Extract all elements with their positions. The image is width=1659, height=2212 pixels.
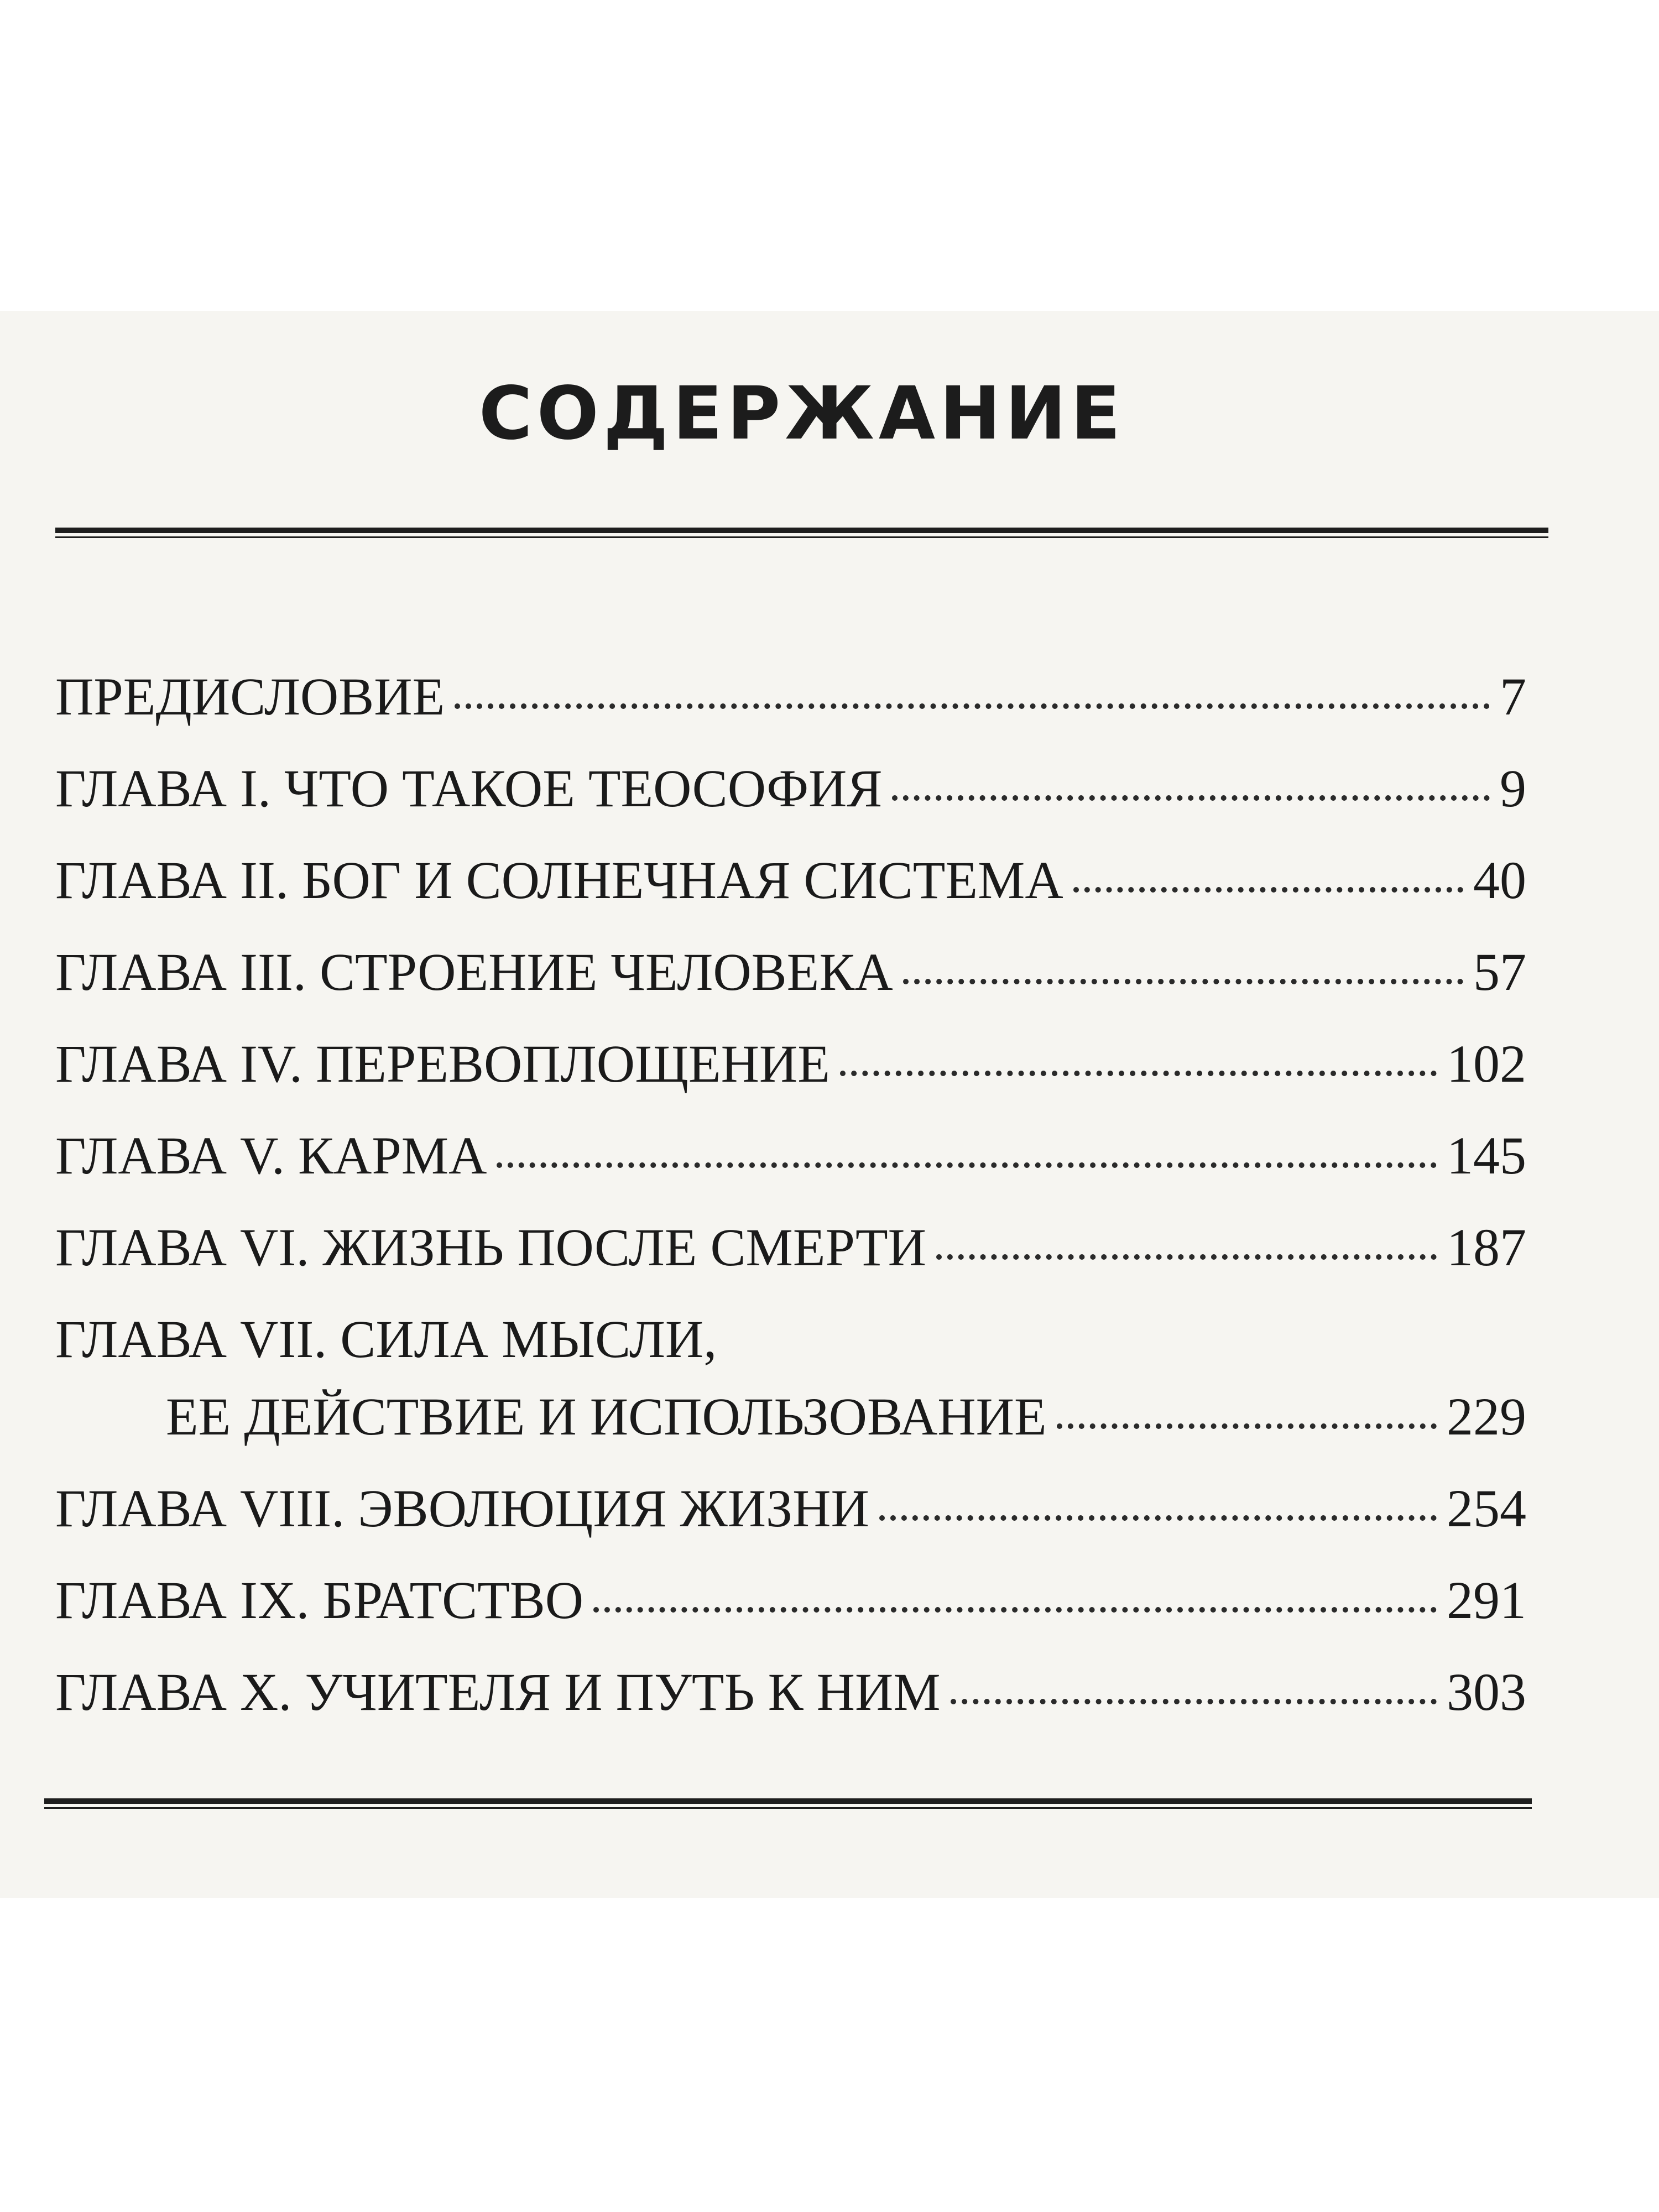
toc-entry-title: ГЛАВА II. БОГ И СОЛНЕЧНАЯ СИСТЕМА: [55, 851, 1063, 910]
toc-entry[interactable]: [55, 942, 1526, 1037]
toc-entry-title: ГЛАВА V. КАРМА: [55, 1126, 487, 1185]
toc-entry[interactable]: [55, 1126, 1526, 1221]
toc-entry-page: 229: [1447, 1387, 1526, 1446]
dot-leader: [497, 1162, 1437, 1168]
toc-entry-title: ГЛАВА VIII. ЭВОЛЮЦИЯ ЖИЗНИ: [55, 1479, 869, 1538]
dot-leader: [903, 979, 1463, 984]
toc-entry-title: ПРЕДИСЛОВИЕ: [55, 667, 445, 726]
toc-entry[interactable]: [55, 1034, 1526, 1129]
toc-entry-page: 9: [1500, 759, 1526, 818]
toc-entry-title: ГЛАВА IV. ПЕРЕВОПЛОЩЕНИЕ: [55, 1034, 830, 1093]
document-page: [0, 311, 1659, 1898]
bottom-divider: [44, 1798, 1532, 1809]
toc-entry-title: ГЛАВА VI. ЖИЗНЬ ПОСЛЕ СМЕРТИ: [55, 1218, 926, 1277]
toc-entry-title-continued: ЕЕ ДЕЙСТВИЕ И ИСПОЛЬЗОВАНИЕ: [166, 1387, 1047, 1446]
toc-entry-page: 145: [1447, 1126, 1526, 1185]
toc-entry[interactable]: [55, 1571, 1526, 1666]
toc-entry-page: 40: [1473, 851, 1526, 910]
toc-entry[interactable]: [55, 1479, 1526, 1574]
toc-entry-page: 102: [1447, 1034, 1526, 1093]
toc-entry-title: ГЛАВА VII. СИЛА МЫСЛИ,: [55, 1310, 717, 1369]
dot-leader: [936, 1254, 1437, 1260]
toc-entry[interactable]: [55, 759, 1526, 854]
toc-entry-page: 187: [1447, 1218, 1526, 1277]
toc-entry-title: ГЛАВА X. УЧИТЕЛЯ И ПУТЬ К НИМ: [55, 1662, 941, 1721]
toc-entry-page: 254: [1447, 1479, 1526, 1538]
toc-entry-page: 7: [1500, 667, 1526, 726]
toc-entry-title: ГЛАВА I. ЧТО ТАКОЕ ТЕОСОФИЯ: [55, 759, 883, 818]
toc-entry-page: 57: [1473, 942, 1526, 1001]
toc-entry-title: ГЛАВА III. СТРОЕНИЕ ЧЕЛОВЕКА: [55, 942, 893, 1001]
dot-leader: [455, 703, 1490, 709]
table-of-contents: [55, 667, 1526, 1757]
toc-entry[interactable]: [55, 1218, 1526, 1313]
top-divider: [55, 528, 1548, 538]
toc-entry-title: ГЛАВА IX. БРАТСТВО: [55, 1571, 584, 1630]
dot-leader: [1073, 887, 1463, 893]
dot-leader: [892, 795, 1490, 801]
toc-entry[interactable]: [55, 667, 1526, 762]
page-title: СОДЕРЖАНИЕ: [478, 371, 1125, 456]
toc-entry-page: 303: [1447, 1662, 1526, 1721]
toc-entry-page: 291: [1447, 1571, 1526, 1630]
dot-leader: [593, 1607, 1437, 1613]
dot-leader: [840, 1071, 1437, 1076]
dot-leader: [951, 1699, 1437, 1704]
toc-entry[interactable]: [55, 851, 1526, 946]
dot-leader: [1057, 1423, 1437, 1429]
dot-leader: [879, 1515, 1437, 1521]
toc-entry[interactable]: [55, 1662, 1526, 1757]
toc-entry[interactable]: [55, 1310, 1526, 1482]
